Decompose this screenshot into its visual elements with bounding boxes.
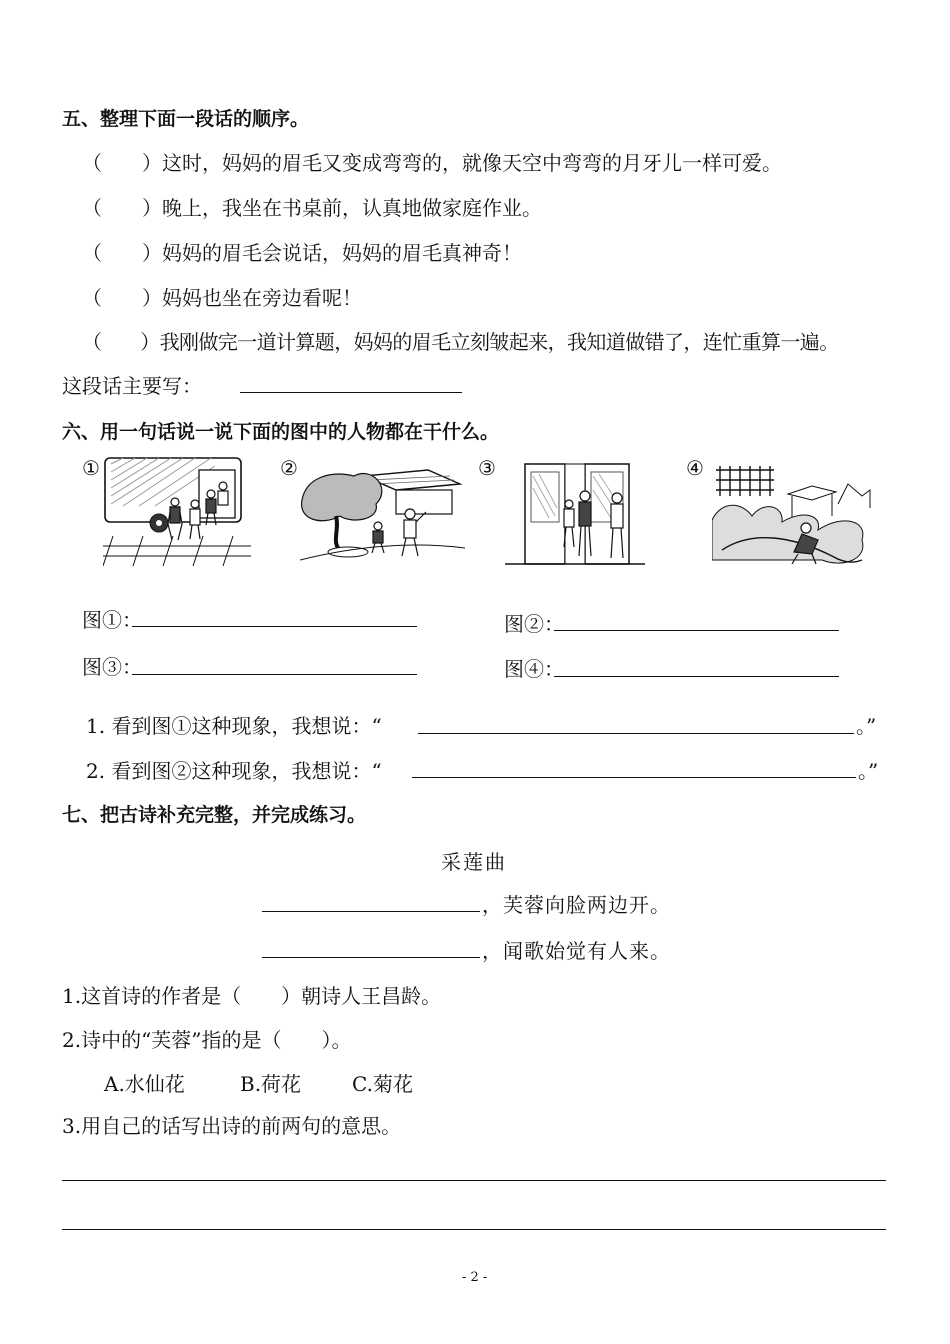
pic-number-2: ② <box>280 456 298 480</box>
poem-q3: 3.用自己的话写出诗的前两句的意思。 <box>62 1114 402 1138</box>
pic2-answer-blank[interactable] <box>554 630 839 631</box>
order-item-4 <box>82 282 362 311</box>
order-item-2 <box>82 192 542 221</box>
order-text-1: 这时，妈妈的眉毛又变成弯弯的，就像天空中弯弯的月牙儿一样可爱。 <box>162 151 782 175</box>
garden-illustration <box>712 460 872 576</box>
order-paren-4[interactable]: （ ） <box>82 286 162 310</box>
poem-q2: 2.诗中的“芙蓉”指的是（ ）。 <box>62 1028 352 1052</box>
section6-heading: 六、用一句话说一说下面的图中的人物都在干什么。 <box>62 421 500 443</box>
pic3-label: 图③： <box>82 655 142 679</box>
poem-line2: ，闻歌始觉有人来。 <box>482 939 671 963</box>
option-b[interactable]: B.荷花 <box>240 1072 302 1096</box>
option-c[interactable]: C.菊花 <box>352 1072 413 1096</box>
option-a[interactable]: A.水仙花 <box>104 1072 185 1096</box>
pic-number-1: ① <box>82 456 100 480</box>
poem-line1: ，芙蓉向脸两边开。 <box>482 893 671 917</box>
section5-heading: 五、整理下面一段话的顺序。 <box>62 108 310 130</box>
poem-line1-blank[interactable] <box>262 911 480 912</box>
order-text-4: 妈妈也坐在旁边看呢！ <box>162 286 362 310</box>
pic2-label: 图②： <box>504 612 564 636</box>
order-text-5: 我刚做完一道计算题，妈妈的眉毛立刻皱起来，我知道做错了，连忙重算一遍。 <box>159 330 839 354</box>
door-illustration <box>505 460 645 572</box>
poem-title: 采莲曲 <box>441 850 507 874</box>
summary-blank[interactable] <box>240 392 462 393</box>
bus-illustration <box>103 456 253 568</box>
q1-answer-blank[interactable] <box>418 733 854 734</box>
q2-answer-blank[interactable] <box>412 777 856 778</box>
q1-prefix: 1. 看到图①这种现象，我想说：“ <box>86 714 382 738</box>
pic4-answer-blank[interactable] <box>554 676 839 677</box>
order-text-2: 晚上，我坐在书桌前，认真地做家庭作业。 <box>162 196 542 220</box>
q2-prefix: 2. 看到图②这种现象，我想说：“ <box>86 759 382 783</box>
order-paren-2[interactable]: （ ） <box>82 196 162 220</box>
order-paren-1[interactable]: （ ） <box>82 151 162 175</box>
q1-suffix: 。” <box>856 714 877 738</box>
q3-answer-line-2[interactable] <box>62 1229 886 1230</box>
poem-q1: 1.这首诗的作者是（ ）朝诗人王昌龄。 <box>62 984 442 1008</box>
pic4-label: 图④： <box>504 657 564 681</box>
order-item-3 <box>82 237 522 266</box>
pic1-answer-blank[interactable] <box>132 626 417 627</box>
q3-answer-line-1[interactable] <box>62 1180 886 1181</box>
order-item-1 <box>82 147 782 176</box>
summary-label: 这段话主要写： <box>62 374 202 398</box>
order-paren-3[interactable]: （ ） <box>82 241 162 265</box>
page-number: - 2 - <box>462 1270 488 1285</box>
q2-suffix: 。” <box>858 759 879 783</box>
pic3-answer-blank[interactable] <box>132 674 417 675</box>
pic1-label: 图①： <box>82 608 142 632</box>
order-text-3: 妈妈的眉毛会说话，妈妈的眉毛真神奇！ <box>162 241 522 265</box>
poem-line2-blank[interactable] <box>262 957 480 958</box>
order-paren-5[interactable]: （ ） <box>82 330 160 354</box>
order-item-5 <box>82 326 839 355</box>
pic-number-3: ③ <box>478 456 496 480</box>
tree-illustration <box>300 460 465 570</box>
pic-number-4: ④ <box>686 456 704 480</box>
section7-heading: 七、把古诗补充完整，并完成练习。 <box>62 804 367 826</box>
